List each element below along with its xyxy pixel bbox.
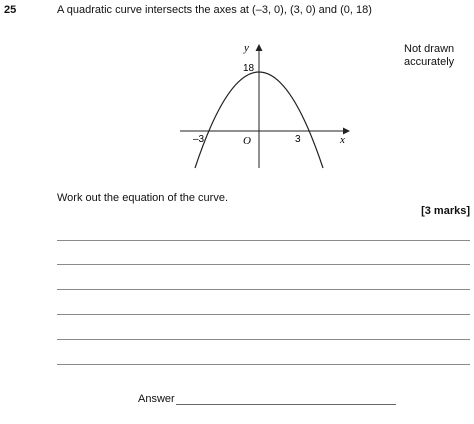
working-line (57, 289, 470, 290)
x-axis-label: x (340, 134, 345, 146)
question-number: 25 (4, 4, 17, 16)
y-axis-label: y (244, 42, 249, 54)
label-18: 18 (243, 63, 255, 74)
label-negative-3: –3 (193, 134, 205, 145)
working-line (57, 240, 470, 241)
origin-label: O (243, 135, 251, 147)
question-text: A quadratic curve intersects the axes at (–3, 0), (3, 0) and (0, 18) (57, 4, 372, 16)
note-line-1: Not drawn (404, 43, 455, 55)
task-instruction: Work out the equation of the curve. (57, 192, 229, 204)
y-axis-arrowhead (256, 44, 263, 51)
marks-badge: [3 marks] (421, 205, 470, 217)
answer-line[interactable] (176, 404, 396, 405)
working-line (57, 339, 470, 340)
answer-label: Answer (138, 393, 175, 405)
working-line (57, 364, 470, 365)
working-line (57, 264, 470, 265)
label-positive-3: 3 (295, 134, 301, 145)
note-line-2: accurately (404, 56, 455, 68)
working-line (57, 314, 470, 315)
